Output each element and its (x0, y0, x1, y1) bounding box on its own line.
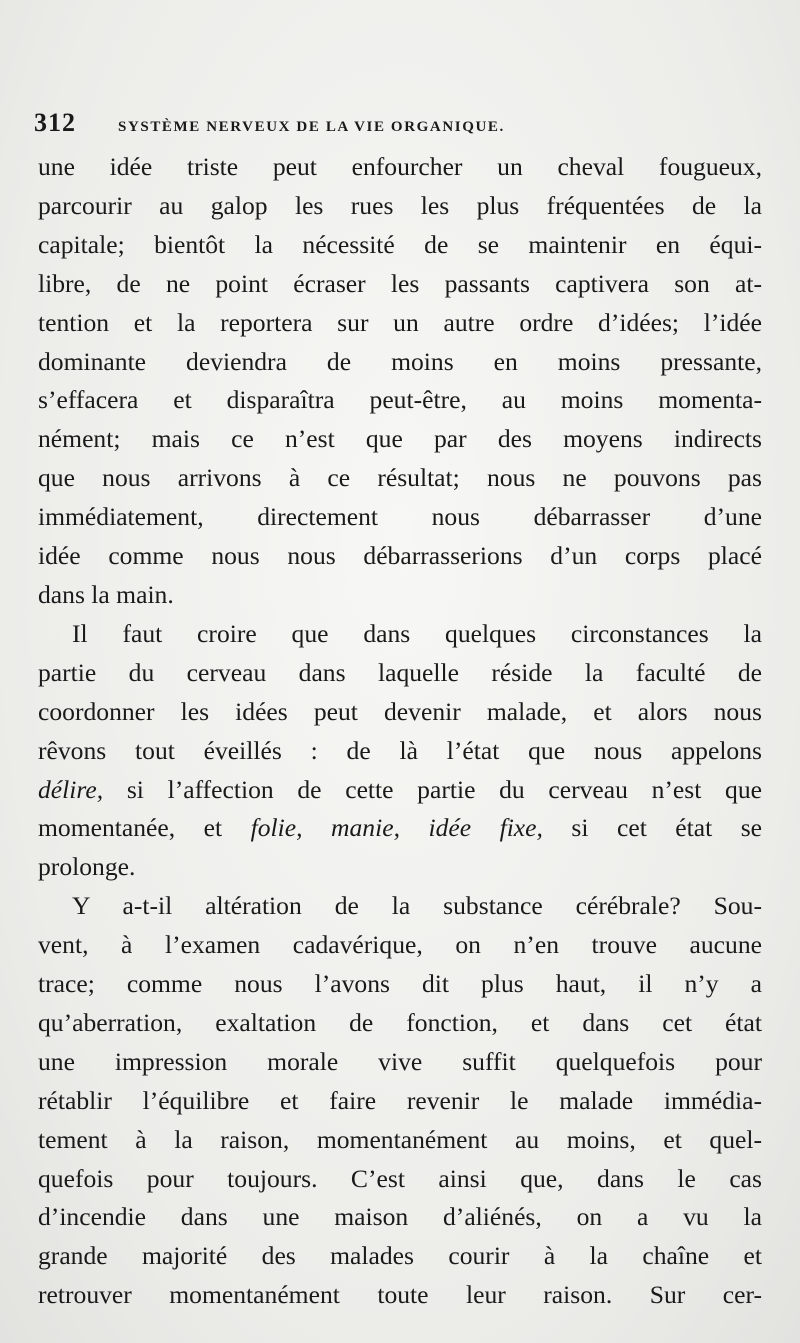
running-title: SYSTÈME NERVEUX DE LA VIE ORGANIQUE. (118, 119, 505, 135)
text-line: vent, à l’examen cadavérique, on n’en trouve aucune (38, 930, 762, 960)
text-line: immédiatement, directement nous débarrasser d’une (38, 502, 762, 532)
text-line: d’incendie dans une maison d’aliénés, on a vu la (38, 1202, 762, 1232)
text-line: tement à la raison, momentanément au moins, et quel- (38, 1124, 762, 1154)
italic-term: manie, (331, 813, 400, 843)
text-line: quefois pour toujours. C’est ainsi que, dans le cas (38, 1163, 762, 1193)
text-line: dans la main. (38, 579, 174, 609)
text-line: parcourir au galop les rues les plus fréquentées de la (38, 190, 762, 220)
text-line: une idée triste peut enfourcher un cheval fougueux, (38, 152, 762, 181)
text-fragment: si cet état se (571, 813, 763, 843)
text-line: dominante deviendra de moins en moins pressante, (38, 346, 762, 376)
text-line: prolonge. (38, 852, 136, 882)
text-line: partie du cerveau dans laquelle réside la faculté de (38, 657, 762, 687)
text-line: coordonner les idées peut devenir malade, et alors nous (38, 696, 762, 726)
body-text (38, 148, 762, 1315)
text-line: une impression morale vive suffit quelquefois pour (38, 1046, 762, 1076)
text-line: libre, de ne point écraser les passants captivera son at- (38, 268, 762, 298)
italic-term: folie, (250, 813, 303, 843)
text-fragment: momentanée, et (38, 813, 223, 843)
page-header (34, 108, 674, 138)
italic-term: idée fixe, (428, 813, 543, 843)
text-line: tention et la reportera sur un autre ordre d’idées; l’idée (38, 307, 762, 337)
text-line: qu’aberration, exaltation de fonction, et dans cet état (38, 1007, 762, 1037)
italic-term: délire, (38, 774, 104, 804)
text-line: nément; mais ce n’est que par des moyens indirects (38, 424, 762, 454)
text-line: idée comme nous nous débarrasserions d’un corps placé (38, 541, 762, 571)
text-line: grande majorité des malades courir à la chaîne et (38, 1241, 762, 1271)
text-line: retrouver momentanément toute leur raison. Sur cer- (38, 1280, 762, 1310)
text-line: s’effacera et disparaîtra peut-être, au moins momenta- (38, 385, 762, 415)
text-fragment: si l’affection de cette partie du cerveau n’est que (126, 774, 762, 804)
text-line (38, 771, 762, 810)
page-number: 312 (34, 108, 76, 137)
text-line: rêvons tout éveillés : de là l’état que nous appelons (38, 735, 762, 765)
text-line: Il faut croire que dans quelques circonstances la (72, 618, 762, 648)
text-line: trace; comme nous l’avons dit plus haut, il n’y a (38, 969, 762, 999)
text-line: Y a-t-il altération de la substance cérébrale? Sou- (72, 891, 762, 921)
text-line (38, 809, 762, 848)
text-line: rétablir l’équilibre et faire revenir le malade immédia- (38, 1085, 762, 1115)
text-line: capitale; bientôt la nécessité de se maintenir en équi- (38, 229, 762, 259)
text-line: que nous arrivons à ce résultat; nous ne pouvons pas (38, 463, 762, 493)
